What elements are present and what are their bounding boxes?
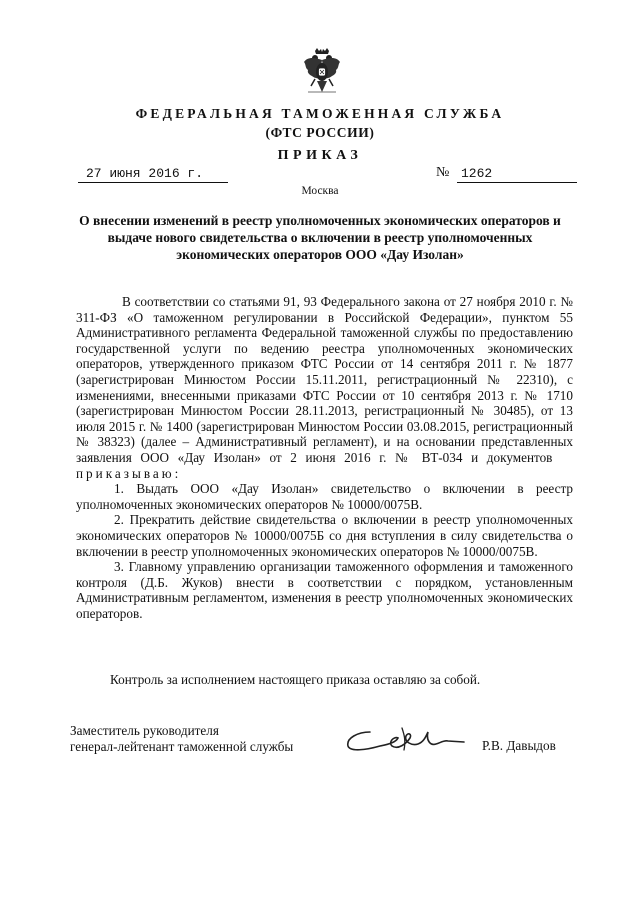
order-body xyxy=(76,294,573,621)
signer-position-line1: Заместитель руководителя xyxy=(70,723,219,738)
signer-position xyxy=(70,723,293,755)
signer-name: Р.В. Давыдов xyxy=(482,738,556,753)
order-item-1: 1. Выдать ООО «Дау Изолан» свидетельство о включении в реестр уполномоченных экономических операторов № 10000/0075В. xyxy=(76,481,573,512)
order-number: 1262 xyxy=(457,166,577,183)
order-date: 27 июня 2016 г. xyxy=(78,166,228,183)
control-paragraph: Контроль за исполнением настоящего приказа оставляю за собой. xyxy=(110,672,481,687)
double-headed-eagle-icon xyxy=(302,48,342,96)
signature-icon xyxy=(340,722,480,758)
order-item-2: 2. Прекратить действие свидетельства о включении в реестр уполномоченных экономических операторов № 10000/0075Б со дня вступления в силу свидетельства о включении в реестр уполномоченных экономических операторов № 10000/0075В. xyxy=(76,512,573,559)
order-word: приказываю: xyxy=(76,465,182,481)
agency-short-name: (ФТС РОССИИ) xyxy=(265,125,375,140)
intro-paragraph xyxy=(76,294,573,481)
agency-name: ФЕДЕРАЛЬНАЯ ТАМОЖЕННАЯ СЛУЖБА xyxy=(135,106,505,121)
document-type: ПРИКАЗ xyxy=(277,148,363,163)
order-title: О внесении изменений в реестр уполномоченных экономических операторов и выдаче нового свидетельства о включении в реестр уполномоченных экономических операторов ООО «Дау Изолан» xyxy=(79,213,561,262)
number-sign: № xyxy=(436,165,450,180)
order-item-3: 3. Главному управлению организации таможенного оформления и таможенного контроля (Д.Б. Жуков) внести в соответствии с порядком, установленным Административным регламентом, изменения в реестр уполномоченных экономических операторов. xyxy=(76,559,573,621)
city: Москва xyxy=(301,185,339,197)
signer-position-line2: генерал-лейтенант таможенной службы xyxy=(70,739,294,754)
intro-text: В соответствии со статьями 91, 93 Федерального закона от 27 ноября 2010 г. № 311-ФЗ «О таможенном регулировании в Российской Федерации», пунктом 55 Административного регламента Федеральной таможенной службы по предоставлению государственной услуги по ведению реестра уполномоченных экономических операторов, утвержденного приказом ФТС России от 14 сентября 2011 г. № 1877 (зарегистрирован Минюстом России 15.11.2011, регистрационный № 22310), с изменениями, внесенными приказами ФТС России от 10 сентября 2013 г. № 1710 (зарегистрирован Минюстом России 28.11.2013, регистрационный № 30485), от 13 июля 2015 г. № 1400 (зарегистрирован Минюстом России 03.08.2015, регистрационный № 38323) (далее – Административный регламент), и на основании представленных заявления ООО «Дау Изолан» от 2 июня 2016 г. № ВТ-034 и документов xyxy=(76,294,573,465)
